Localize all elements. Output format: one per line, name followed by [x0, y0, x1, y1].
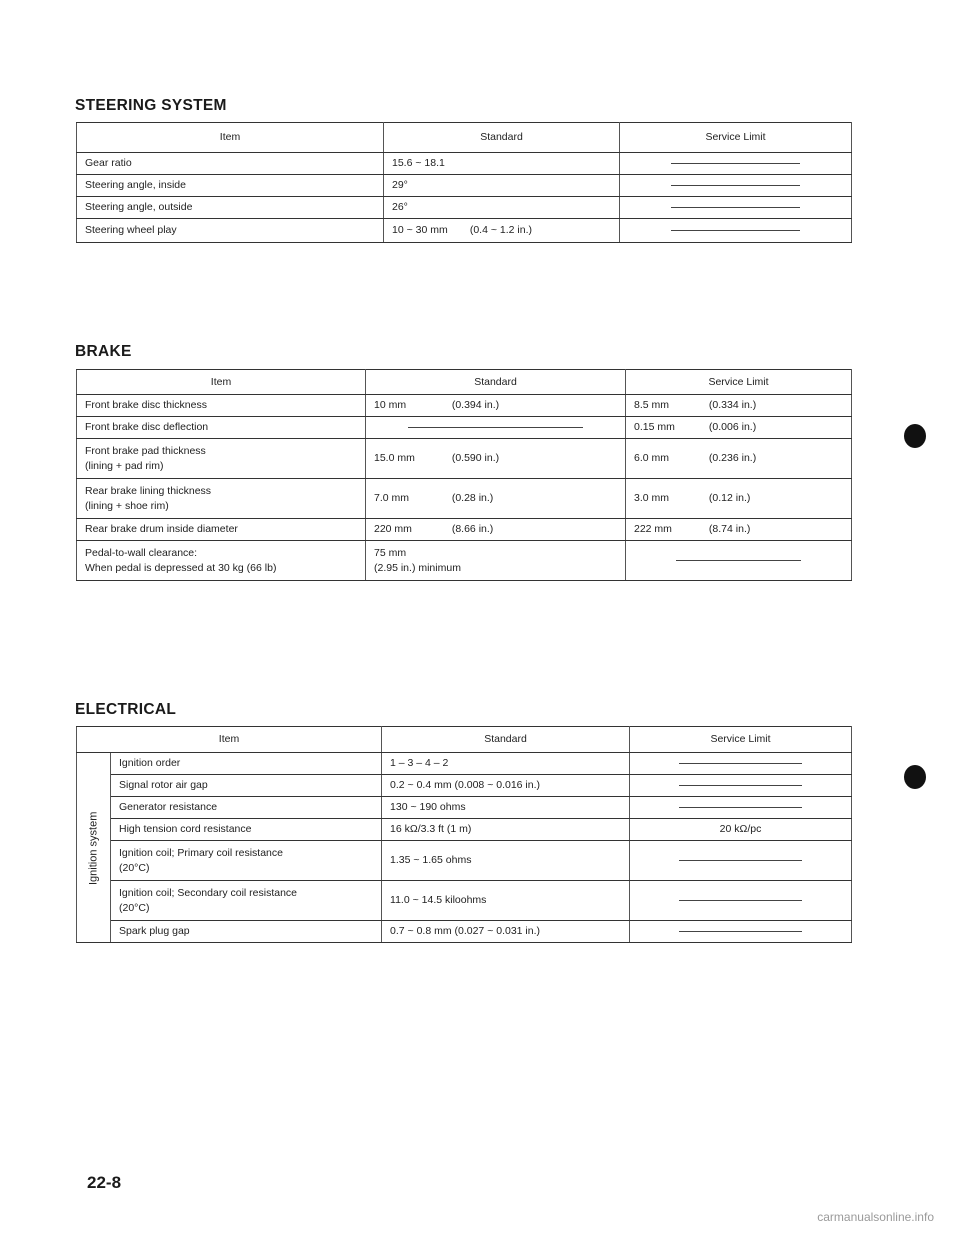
- limit-cell: [626, 479, 852, 519]
- table-row: [77, 841, 852, 881]
- limit-imperial: (0.236 in.): [708, 452, 757, 465]
- standard-cell: [384, 175, 620, 197]
- table-row: [77, 775, 852, 797]
- limit-metric: 222 mm: [634, 523, 672, 536]
- standard-metric: 26°: [392, 201, 408, 214]
- table-row: [77, 819, 852, 841]
- standard-metric: 15.0 mm: [374, 452, 415, 465]
- item-cell: Spark plug gap: [111, 921, 382, 943]
- item-line-1: Front brake pad thickness: [85, 445, 206, 458]
- item-line-1: Ignition coil; Secondary coil resistance: [119, 887, 298, 900]
- table-row: [77, 921, 852, 943]
- group-label-ignition-system: Ignition system: [77, 753, 111, 943]
- item-line-1: Rear brake lining thickness: [85, 485, 212, 498]
- table-header-row: [77, 727, 852, 753]
- item-line-2: When pedal is depressed at 30 kg (66 lb): [85, 561, 277, 574]
- table-header-row: [77, 123, 852, 153]
- item-line-2: (lining + pad rim): [85, 459, 164, 472]
- standard-cell: 0.7 ~ 0.8 mm (0.027 ~ 0.031 in.): [382, 921, 630, 943]
- table-row: [77, 395, 852, 417]
- header-standard: Standard: [382, 727, 630, 753]
- no-value-dash: [671, 185, 800, 186]
- standard-cell: [384, 153, 620, 175]
- limit-metric: 0.15 mm: [634, 421, 675, 434]
- limit-cell: [620, 175, 852, 197]
- standard-metric: 10 mm: [374, 399, 407, 412]
- standard-cell: [366, 439, 626, 479]
- standard-cell: 0.2 ~ 0.4 mm (0.008 ~ 0.016 in.): [382, 775, 630, 797]
- item-cell: Steering angle, inside: [77, 175, 384, 197]
- limit-imperial: (0.334 in.): [708, 399, 757, 412]
- standard-metric: 29°: [392, 179, 408, 192]
- item-cell: High tension cord resistance: [111, 819, 382, 841]
- item-cell: Front brake disc deflection: [77, 417, 366, 439]
- header-service-limit: Service Limit: [620, 123, 852, 153]
- limit-imperial: (0.006 in.): [708, 421, 757, 434]
- standard-cell: 11.0 ~ 14.5 kiloohms: [382, 881, 630, 921]
- revision-bullet-icon: [904, 765, 926, 789]
- standard-imperial: (2.95 in.) minimum: [374, 561, 461, 574]
- standard-metric: 220 mm: [374, 523, 412, 536]
- standard-metric: 15.6 ~ 18.1: [392, 157, 445, 170]
- limit-cell: [626, 417, 852, 439]
- standard-cell: [366, 417, 626, 439]
- header-standard: Standard: [366, 370, 626, 395]
- limit-cell: 20 kΩ/pc: [630, 819, 852, 841]
- item-cell: Rear brake drum inside diameter: [77, 519, 366, 541]
- limit-cell: [630, 797, 852, 819]
- limit-cell: [620, 219, 852, 243]
- table-row: [77, 439, 852, 479]
- limit-metric: 8.5 mm: [634, 399, 670, 412]
- item-cell: Steering angle, outside: [77, 197, 384, 219]
- table-row: [77, 753, 852, 775]
- standard-cell: [366, 479, 626, 519]
- item-cell: Front brake disc thickness: [77, 395, 366, 417]
- table-row: [77, 797, 852, 819]
- item-cell: [77, 439, 366, 479]
- no-value-dash: [679, 763, 802, 764]
- standard-cell: 130 ~ 190 ohms: [382, 797, 630, 819]
- limit-cell: [626, 519, 852, 541]
- header-item: Item: [77, 123, 384, 153]
- standard-imperial: (8.66 in.): [451, 523, 494, 536]
- limit-cell: [630, 921, 852, 943]
- no-value-dash: [671, 163, 800, 164]
- electrical-section-title: ELECTRICAL: [75, 701, 177, 718]
- item-cell: [111, 841, 382, 881]
- no-value-dash: [679, 807, 802, 808]
- limit-cell: [630, 881, 852, 921]
- limit-imperial: (0.12 in.): [708, 492, 751, 505]
- item-cell: [77, 479, 366, 519]
- revision-bullet-icon: [904, 424, 926, 448]
- steering-spec-table: [76, 122, 852, 243]
- limit-cell: [620, 197, 852, 219]
- table-row: [77, 153, 852, 175]
- standard-imperial: (0.28 in.): [451, 492, 494, 505]
- header-item: Item: [77, 727, 382, 753]
- item-cell: [111, 881, 382, 921]
- no-value-dash: [679, 860, 802, 861]
- table-row: [77, 175, 852, 197]
- header-standard: Standard: [384, 123, 620, 153]
- limit-cell: [626, 395, 852, 417]
- item-line-1: Ignition coil; Primary coil resistance: [119, 847, 283, 860]
- item-line-2: (20°C): [119, 861, 150, 874]
- standard-metric: 7.0 mm: [374, 492, 410, 505]
- item-line-2: (lining + shoe rim): [85, 499, 169, 512]
- item-cell: Signal rotor air gap: [111, 775, 382, 797]
- item-cell: Generator resistance: [111, 797, 382, 819]
- limit-cell: [620, 153, 852, 175]
- no-value-dash: [679, 900, 802, 901]
- standard-cell: [384, 197, 620, 219]
- no-value-dash: [679, 931, 802, 932]
- standard-cell: 1.35 ~ 1.65 ohms: [382, 841, 630, 881]
- standard-cell: [384, 219, 620, 243]
- limit-cell: [630, 753, 852, 775]
- item-cell: Steering wheel play: [77, 219, 384, 243]
- table-row: [77, 541, 852, 581]
- limit-cell: [630, 841, 852, 881]
- item-line-1: Pedal-to-wall clearance:: [85, 547, 198, 560]
- brake-section-title: BRAKE: [75, 343, 132, 360]
- standard-metric: 75 mm: [374, 547, 407, 560]
- standard-cell: 1 – 3 – 4 – 2: [382, 753, 630, 775]
- standard-cell: [366, 541, 626, 581]
- header-service-limit: Service Limit: [630, 727, 852, 753]
- header-service-limit: Service Limit: [626, 370, 852, 395]
- table-row: [77, 881, 852, 921]
- item-cell: Gear ratio: [77, 153, 384, 175]
- standard-imperial: (0.4 ~ 1.2 in.): [469, 224, 533, 237]
- limit-cell: [630, 775, 852, 797]
- standard-metric: 10 ~ 30 mm: [392, 224, 448, 237]
- standard-imperial: (0.590 in.): [451, 452, 500, 465]
- brake-spec-table: [76, 369, 852, 581]
- standard-imperial: (0.394 in.): [451, 399, 500, 412]
- standard-cell: [366, 395, 626, 417]
- limit-metric: 3.0 mm: [634, 492, 670, 505]
- no-value-dash: [671, 207, 800, 208]
- table-row: [77, 519, 852, 541]
- table-row: [77, 197, 852, 219]
- item-cell: Ignition order: [111, 753, 382, 775]
- item-cell: [77, 541, 366, 581]
- limit-cell: [626, 439, 852, 479]
- standard-cell: [366, 519, 626, 541]
- electrical-spec-table: [76, 726, 852, 943]
- watermark: carmanualsonline.info: [817, 1210, 934, 1224]
- no-value-dash: [679, 785, 802, 786]
- no-value-dash: [671, 230, 800, 231]
- limit-cell: [626, 541, 852, 581]
- table-row: [77, 417, 852, 439]
- item-line-2: (20°C): [119, 901, 150, 914]
- no-value-dash: [676, 560, 801, 561]
- page-number: 22-8: [87, 1173, 122, 1192]
- steering-section-title: STEERING SYSTEM: [75, 97, 227, 114]
- no-value-dash: [408, 427, 583, 428]
- table-row: [77, 219, 852, 243]
- header-item: Item: [77, 370, 366, 395]
- limit-imperial: (8.74 in.): [708, 523, 751, 536]
- table-row: [77, 479, 852, 519]
- standard-cell: 16 kΩ/3.3 ft (1 m): [382, 819, 630, 841]
- limit-metric: 6.0 mm: [634, 452, 670, 465]
- table-header-row: [77, 370, 852, 395]
